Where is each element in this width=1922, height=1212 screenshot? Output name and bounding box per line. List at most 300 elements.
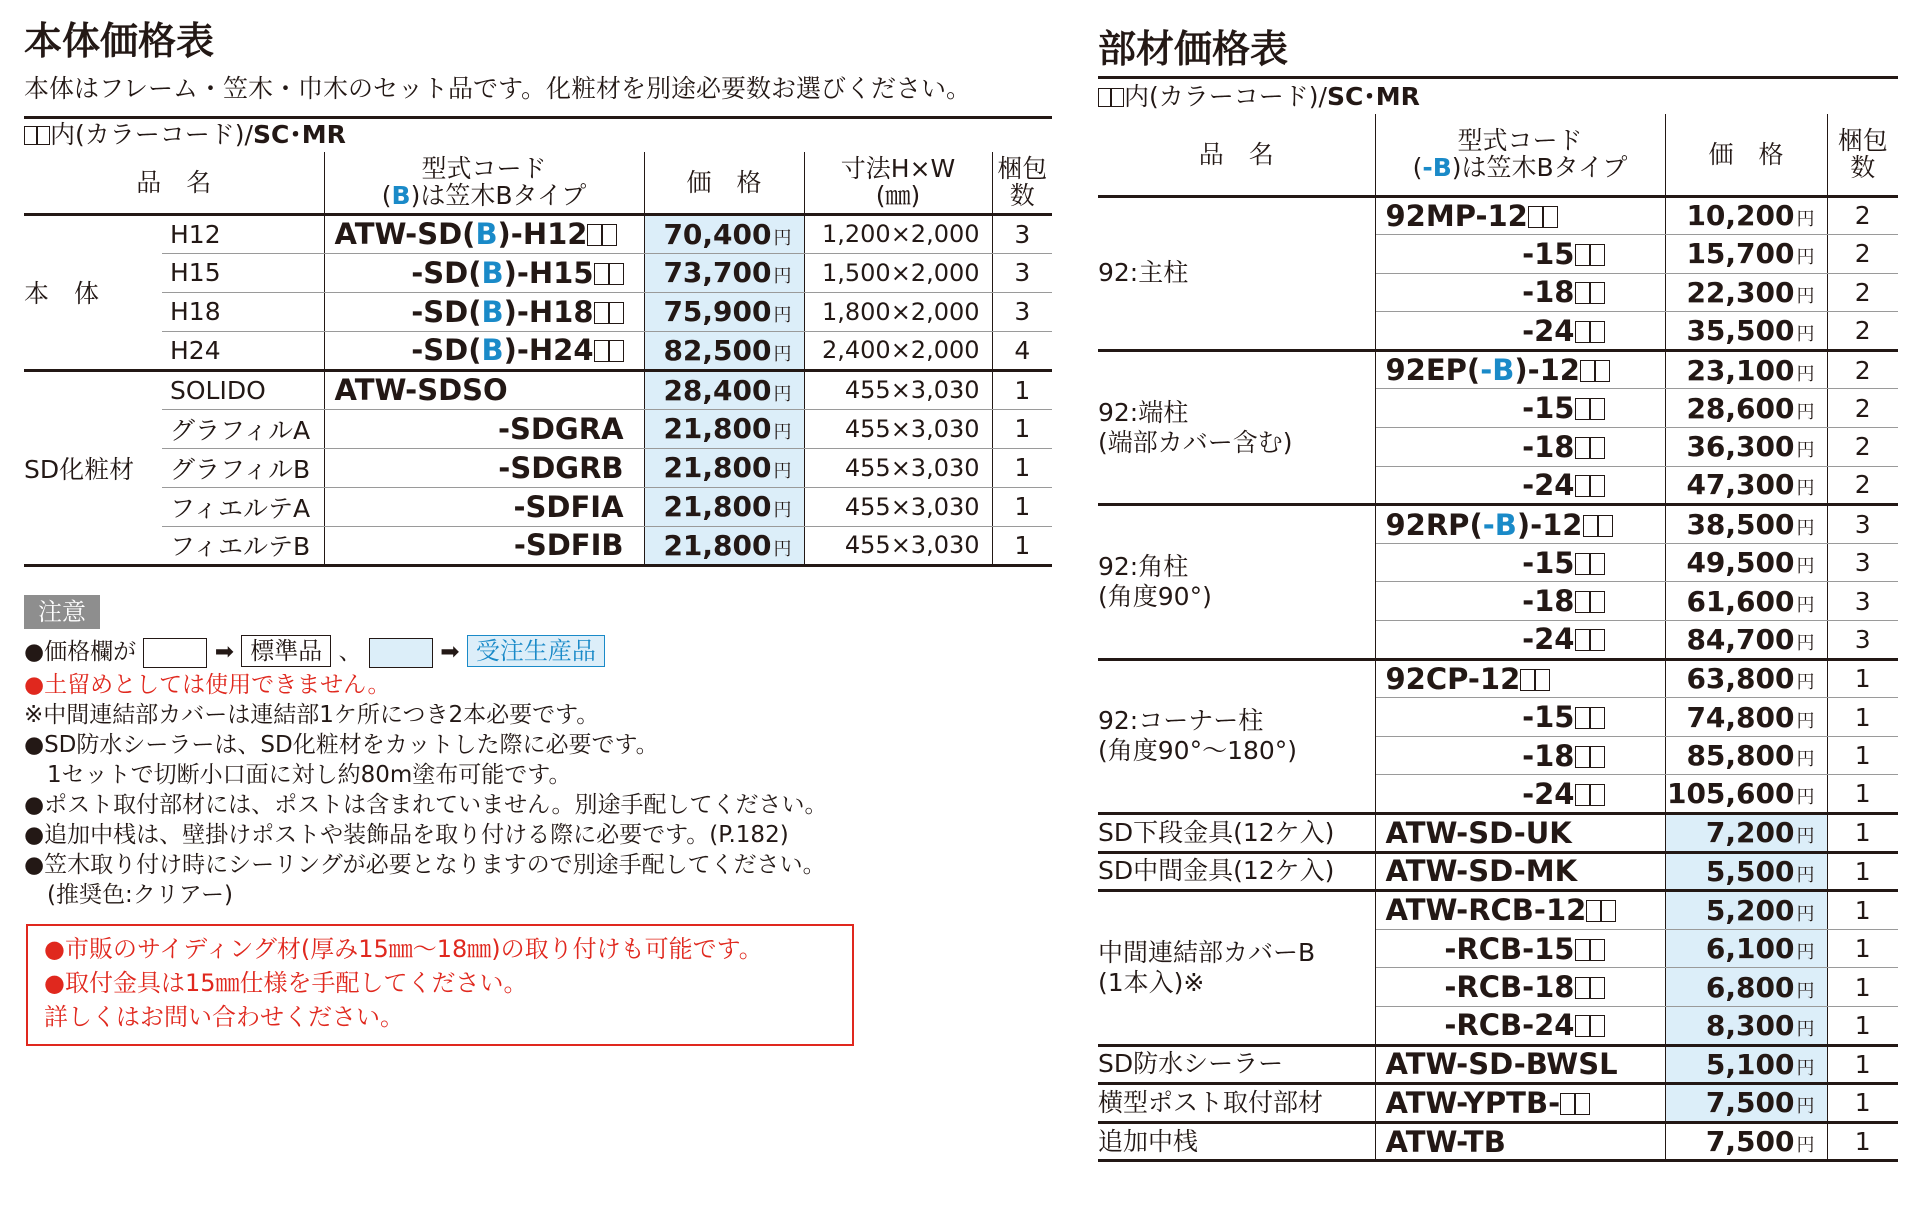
color-box-icon: [1575, 321, 1590, 343]
model-code: [1375, 621, 1665, 660]
color-box-icon: [1590, 398, 1605, 420]
siding-notice-box: [26, 924, 854, 1046]
pack-count: 3: [992, 253, 1052, 292]
header-pack-line1: 梱包: [1837, 126, 1888, 156]
color-box-icon: [1590, 591, 1605, 613]
pack-count: 2: [1827, 235, 1898, 274]
notes-label: 注意: [24, 595, 100, 629]
pack-count: 1: [1827, 775, 1898, 814]
price-cell: [644, 526, 804, 565]
yen-unit: 円: [1796, 518, 1815, 540]
price-cell: [1665, 1006, 1827, 1045]
color-box-icon: [609, 340, 624, 362]
color-box-icon: [1543, 206, 1558, 228]
divider: [24, 116, 1052, 119]
table-row: [1098, 852, 1898, 891]
dimensions: 1,500×2,000: [804, 253, 992, 292]
price-cell: [1665, 775, 1827, 814]
price-value: 28,400: [663, 373, 772, 407]
pack-count: 3: [1827, 582, 1898, 621]
notice-line: ●取付金具は15㎜仕様を手配してください。: [44, 969, 528, 997]
pack-count: 1: [1827, 814, 1898, 853]
price-cell: [644, 487, 804, 526]
yen-unit: 円: [773, 343, 792, 365]
pack-count: 3: [1827, 505, 1898, 544]
header-model-note: )は笠木Bタイプ: [1451, 153, 1628, 183]
price-cell: [1665, 196, 1827, 235]
pack-count: 2: [1827, 273, 1898, 312]
model-text: -15: [1522, 545, 1575, 580]
notice-line: ●市販のサイディング材(厚み15㎜〜18㎜)の取り付けも可能です。: [44, 935, 763, 963]
pack-count: 2: [1827, 428, 1898, 467]
table-row: [24, 448, 1052, 487]
group-name: SD防水シーラー: [1098, 1045, 1375, 1084]
group-name: 追加中桟: [1098, 1122, 1375, 1161]
color-box-icon: [1520, 669, 1535, 691]
color-box-icon: [24, 126, 37, 145]
table-row: [1098, 350, 1898, 389]
color-box-icon: [1575, 437, 1590, 459]
group-name: 横型ポスト取付部材: [1098, 1084, 1375, 1123]
pack-count: 1: [1827, 736, 1898, 775]
color-box-icon: [1583, 515, 1598, 537]
item-name: H18: [162, 292, 324, 331]
pack-count: 3: [992, 292, 1052, 331]
table-row: [24, 253, 1052, 292]
table-row: [1098, 196, 1898, 235]
price-value: 6,100: [1705, 932, 1795, 966]
standard-product-tag: 標準品: [241, 635, 331, 667]
price-value: 21,800: [663, 490, 772, 523]
price-cell: [1665, 968, 1827, 1007]
table-row: [24, 526, 1052, 565]
item-name: フィエルテB: [162, 526, 324, 565]
color-box-icon: [1575, 784, 1590, 806]
header-dim-line2: (㎜): [875, 181, 921, 211]
model-code: [324, 487, 644, 526]
model-code: [1375, 1045, 1665, 1084]
color-box-icon: [1601, 900, 1616, 922]
model-suffix: )-H24: [503, 333, 594, 367]
color-box-icon: [594, 302, 609, 324]
yen-unit: 円: [1796, 942, 1815, 964]
price-cell: [1665, 389, 1827, 428]
price-cell: [644, 331, 804, 370]
color-box-icon: [602, 224, 617, 246]
color-box-icon: [1590, 244, 1605, 266]
price-value: 36,300: [1686, 430, 1795, 464]
yen-unit: 円: [1796, 247, 1815, 269]
note-line: ※中間連結部カバーは連結部1ケ所につき2本必要です。: [24, 702, 600, 728]
model-code: [1375, 929, 1665, 968]
yen-unit: 円: [1796, 787, 1815, 809]
color-box-icon: [594, 340, 609, 362]
group-name: SD下段金具(12ケ入): [1098, 814, 1375, 853]
price-value: 82,500: [663, 333, 772, 367]
group-name: 92:角柱 (角度90°): [1098, 505, 1375, 659]
dimensions: 455×3,030: [804, 409, 992, 448]
model-code: [324, 214, 644, 253]
group-name: 92:コーナー柱 (角度90°〜180°): [1098, 659, 1375, 813]
legend-blue-box: [369, 638, 433, 668]
dimensions: 455×3,030: [804, 526, 992, 565]
dimensions: 1,800×2,000: [804, 292, 992, 331]
header-name: 品 名: [1098, 114, 1375, 196]
yen-unit: 円: [773, 227, 792, 249]
color-code-note: 内(カラーコード)/SC･MR: [1098, 82, 1420, 112]
b-type-marker: B: [481, 294, 504, 329]
price-value: 35,500: [1686, 314, 1795, 348]
price-value: 15,700: [1686, 237, 1795, 271]
dimensions: 455×3,030: [804, 487, 992, 526]
pack-count: 1: [992, 370, 1052, 409]
price-value: 21,800: [663, 412, 772, 445]
model-text: -SDGRB: [498, 450, 624, 485]
model-text: -18: [1522, 738, 1575, 773]
dimensions: 2,400×2,000: [804, 331, 992, 370]
model-suffix: )-H18: [503, 294, 594, 329]
model-text: ATW-SD-MK: [1385, 854, 1578, 889]
notes-legend: ●価格欄が ➡ 標準品 、 ➡ 受注生産品: [24, 635, 605, 668]
model-text: -RCB-15: [1444, 931, 1575, 966]
model-code: [1375, 273, 1665, 312]
notice-line: 詳しくはお問い合わせください。: [44, 1003, 404, 1031]
model-text: ATW-YPTB-: [1385, 1085, 1561, 1120]
group-name: SD化粧材: [24, 370, 162, 565]
price-value: 21,800: [663, 528, 772, 562]
yen-unit: 円: [1796, 826, 1815, 848]
yen-unit: 円: [1796, 209, 1815, 231]
model-code: [1375, 312, 1665, 351]
yen-unit: 円: [1796, 594, 1815, 616]
color-box-icon: [1590, 707, 1605, 729]
note-line: ●笠木取り付け時にシーリングが必要となりますので別途手配してください。: [24, 852, 826, 878]
pack-count: 3: [1827, 543, 1898, 582]
price-cell: [1665, 659, 1827, 698]
header-pack-line2: 数: [1850, 153, 1876, 183]
color-box-icon: [1590, 939, 1605, 961]
yen-unit: 円: [773, 305, 792, 326]
color-box-icon: [1580, 360, 1595, 382]
yen-unit: 円: [1796, 556, 1815, 578]
header-name: 品 名: [24, 152, 324, 214]
model-text: -SDGRA: [497, 411, 624, 446]
model-code: [324, 448, 644, 487]
parts-price-table: [1098, 114, 1898, 1162]
yen-unit: 円: [1796, 710, 1815, 732]
price-cell: [1665, 814, 1827, 853]
model-text: -18: [1522, 584, 1575, 619]
yen-unit: 円: [1796, 864, 1815, 886]
note-line: ●土留めとしては使用できません。: [24, 672, 391, 698]
header-dim-line1: 寸法H×W: [840, 154, 956, 184]
color-box-icon: [1590, 475, 1605, 497]
color-box-icon: [1098, 88, 1111, 107]
color-box-icon: [1590, 321, 1605, 343]
header-model-line1: 型式コード: [1457, 126, 1583, 156]
price-cell: [1665, 698, 1827, 737]
model-code: [324, 331, 644, 370]
model-prefix: 92RP(: [1385, 507, 1483, 542]
model-prefix: 92EP(: [1385, 353, 1481, 388]
pack-count: 1: [1827, 852, 1898, 891]
price-cell: [1665, 505, 1827, 544]
main-price-table: [24, 152, 1052, 567]
note-line: ●SD防水シーラーは、SD化粧材をカットした際に必要です。: [24, 732, 659, 758]
table-row: [1098, 659, 1898, 698]
model-code: [1375, 891, 1665, 930]
item-name: H24: [162, 331, 324, 370]
model-text: -24: [1522, 776, 1575, 811]
item-name: SOLIDO: [162, 370, 324, 409]
pack-count: 1: [1827, 1045, 1898, 1084]
model-code: [1375, 659, 1665, 698]
price-value: 7,500: [1705, 1086, 1795, 1120]
color-box-icon: [1575, 282, 1590, 304]
yen-unit: 円: [1796, 363, 1815, 385]
header-model-note: )は笠木Bタイプ: [410, 181, 587, 211]
yen-unit: 円: [773, 266, 792, 287]
price-cell: [644, 253, 804, 292]
price-cell: [1665, 852, 1827, 891]
model-code: [324, 370, 644, 409]
model-code: [1375, 968, 1665, 1007]
price-cell: [1665, 1045, 1827, 1084]
price-value: 61,600: [1686, 584, 1795, 618]
yen-unit: 円: [773, 538, 792, 560]
price-value: 7,200: [1705, 816, 1795, 850]
color-box-icon: [1575, 746, 1590, 768]
header-model: [324, 152, 644, 214]
item-name: H15: [162, 253, 324, 292]
table-row: [24, 292, 1052, 331]
price-cell: [644, 409, 804, 448]
dimensions: 455×3,030: [804, 448, 992, 487]
price-cell: [1665, 466, 1827, 505]
price-cell: [1665, 891, 1827, 930]
yen-unit: 円: [1796, 1135, 1815, 1157]
table-row: [1098, 891, 1898, 930]
header-pack: [992, 152, 1052, 214]
model-code: [1375, 196, 1665, 235]
model-code: [1375, 428, 1665, 467]
b-type-marker: B: [391, 181, 411, 211]
b-type-marker: B: [481, 333, 504, 367]
yen-unit: 円: [1796, 980, 1815, 1002]
color-box-icon: [1586, 900, 1601, 922]
price-value: 74,800: [1686, 700, 1795, 734]
color-box-icon: [1575, 244, 1590, 266]
header-pack-line1: 梱包: [997, 154, 1048, 184]
model-text: 92CP-12: [1385, 661, 1521, 696]
pack-count: 1: [1827, 1122, 1898, 1161]
model-text: ATW-SD-UK: [1385, 815, 1572, 850]
color-box-icon: [609, 302, 624, 324]
model-code: [324, 253, 644, 292]
table-row: [1098, 1045, 1898, 1084]
note-line: 1セットで切断小口面に対し約80m塗布可能です。: [24, 762, 572, 788]
color-box-icon: [1590, 784, 1605, 806]
model-code: [1375, 736, 1665, 775]
price-cell: [1665, 621, 1827, 660]
model-text: -SDFIB: [513, 528, 624, 562]
model-code: [1375, 1084, 1665, 1123]
model-code: [324, 526, 644, 565]
model-text: ATW-TB: [1385, 1124, 1506, 1159]
main-price-subtitle: 本体はフレーム・笠木・巾木のセット品です。化粧材を別途必要数お選びください。: [24, 74, 972, 103]
model-code: [324, 409, 644, 448]
price-value: 5,500: [1705, 854, 1795, 888]
pack-count: 1: [992, 487, 1052, 526]
price-cell: [644, 370, 804, 409]
yen-unit: 円: [1796, 440, 1815, 462]
price-value: 10,200: [1686, 199, 1795, 233]
header-price: 価 格: [644, 152, 804, 214]
color-box-icon: [1590, 629, 1605, 651]
color-box-icon: [1575, 707, 1590, 729]
legend-white-box: [143, 638, 207, 668]
color-box-icon: [1590, 746, 1605, 768]
price-cell: [1665, 350, 1827, 389]
item-name: フィエルテA: [162, 487, 324, 526]
table-header-row: [1098, 114, 1898, 196]
dimensions: 1,200×2,000: [804, 214, 992, 253]
pack-count: 1: [992, 409, 1052, 448]
b-type-marker: B: [481, 255, 504, 290]
color-box-icon: [1575, 398, 1590, 420]
model-text: -24: [1522, 467, 1575, 502]
price-value: 8,300: [1705, 1008, 1795, 1042]
table-row: [1098, 814, 1898, 853]
header-model: [1375, 114, 1665, 196]
table-row: [24, 487, 1052, 526]
color-box-icon: [1590, 553, 1605, 575]
header-dimensions: [804, 152, 992, 214]
yen-unit: 円: [1796, 478, 1815, 500]
pack-count: 1: [1827, 698, 1898, 737]
pack-count: 2: [1827, 350, 1898, 389]
model-text: ATW-SDSO: [334, 373, 508, 407]
yen-unit: 円: [1796, 749, 1815, 771]
color-box-icon: [1575, 1015, 1590, 1037]
arrow-icon: ➡: [214, 639, 234, 665]
price-cell: [644, 214, 804, 253]
table-row: [1098, 1084, 1898, 1123]
color-box-icon: [1598, 515, 1613, 537]
color-box-icon: [1575, 591, 1590, 613]
price-value: 22,300: [1686, 275, 1795, 309]
model-code: [1375, 582, 1665, 621]
model-code: [1375, 466, 1665, 505]
dimensions: 455×3,030: [804, 370, 992, 409]
model-code: [1375, 852, 1665, 891]
yen-unit: 円: [773, 422, 792, 443]
model-text: -18: [1522, 275, 1575, 310]
color-box-icon: [1528, 206, 1543, 228]
group-name: 92:端柱 (端部カバー含む): [1098, 350, 1375, 504]
color-box-icon: [1590, 977, 1605, 999]
header-price: 価 格: [1665, 114, 1827, 196]
model-suffix: )-H12: [497, 217, 588, 251]
model-text: -RCB-18: [1444, 970, 1575, 1005]
price-value: 5,100: [1705, 1047, 1795, 1081]
b-type-marker: -B: [1422, 153, 1452, 183]
table-row: [1098, 1122, 1898, 1161]
yen-unit: 円: [773, 383, 792, 405]
group-name: SD中間金具(12ケ入): [1098, 852, 1375, 891]
model-suffix: )-H15: [503, 255, 594, 290]
header-model-line2: [325, 182, 644, 209]
price-cell: [1665, 428, 1827, 467]
table-row: [24, 409, 1052, 448]
model-suffix: )-12: [1514, 353, 1580, 388]
pack-count: 2: [1827, 389, 1898, 428]
price-value: 7,500: [1705, 1125, 1795, 1159]
header-model-line1: 型式コード: [421, 154, 547, 184]
price-value: 49,500: [1686, 546, 1795, 580]
model-code: [1375, 235, 1665, 274]
yen-unit: 円: [773, 461, 792, 482]
model-text: ATW-RCB-12: [1385, 893, 1587, 928]
model-text: -18: [1522, 429, 1575, 464]
table-row: [24, 214, 1052, 253]
note-line: ●追加中桟は、壁掛けポストや装飾品を取り付ける際に必要です。(P.182): [24, 822, 789, 848]
main-price-table-title: 本体価格表: [24, 19, 215, 63]
color-box-icon: [609, 263, 624, 285]
price-value: 105,600: [1666, 777, 1795, 811]
price-cell: [1665, 273, 1827, 312]
price-cell: [644, 292, 804, 331]
model-text: -15: [1522, 391, 1575, 426]
price-value: 85,800: [1686, 739, 1795, 773]
price-value: 75,900: [663, 295, 772, 328]
yen-unit: 円: [1796, 1096, 1815, 1118]
b-type-marker: B: [475, 217, 498, 251]
price-cell: [1665, 543, 1827, 582]
pack-count: 3: [992, 214, 1052, 253]
table-header-row: [24, 152, 1052, 214]
table-row: [24, 370, 1052, 409]
yen-unit: 円: [773, 500, 792, 521]
yen-unit: 円: [1796, 903, 1815, 925]
price-value: 23,100: [1686, 353, 1795, 387]
header-pack-line2: 数: [1009, 181, 1035, 211]
model-code: [1375, 350, 1665, 389]
price-cell: [1665, 1122, 1827, 1161]
model-text: -15: [1522, 236, 1575, 271]
yen-unit: 円: [1796, 324, 1815, 346]
color-box-icon: [1590, 282, 1605, 304]
made-to-order-tag: 受注生産品: [467, 635, 605, 667]
model-text: -RCB-24: [1444, 1008, 1575, 1043]
header-model-line2: [1376, 154, 1665, 181]
color-box-icon: [1595, 360, 1610, 382]
pack-count: 1: [1827, 659, 1898, 698]
color-box-icon: [1535, 669, 1550, 691]
price-cell: [1665, 312, 1827, 351]
model-text: -15: [1522, 700, 1575, 735]
pack-count: 2: [1827, 312, 1898, 351]
model-code: [1375, 698, 1665, 737]
color-code-note: 内(カラーコード)/SC･MR: [24, 120, 346, 150]
color-box-icon: [1590, 1015, 1605, 1037]
price-value: 28,600: [1686, 391, 1795, 425]
notes-list: [24, 670, 827, 910]
item-name: グラフィルA: [162, 409, 324, 448]
color-box-icon: [587, 224, 602, 246]
color-box-icon: [1111, 88, 1124, 107]
pack-count: 1: [1827, 929, 1898, 968]
